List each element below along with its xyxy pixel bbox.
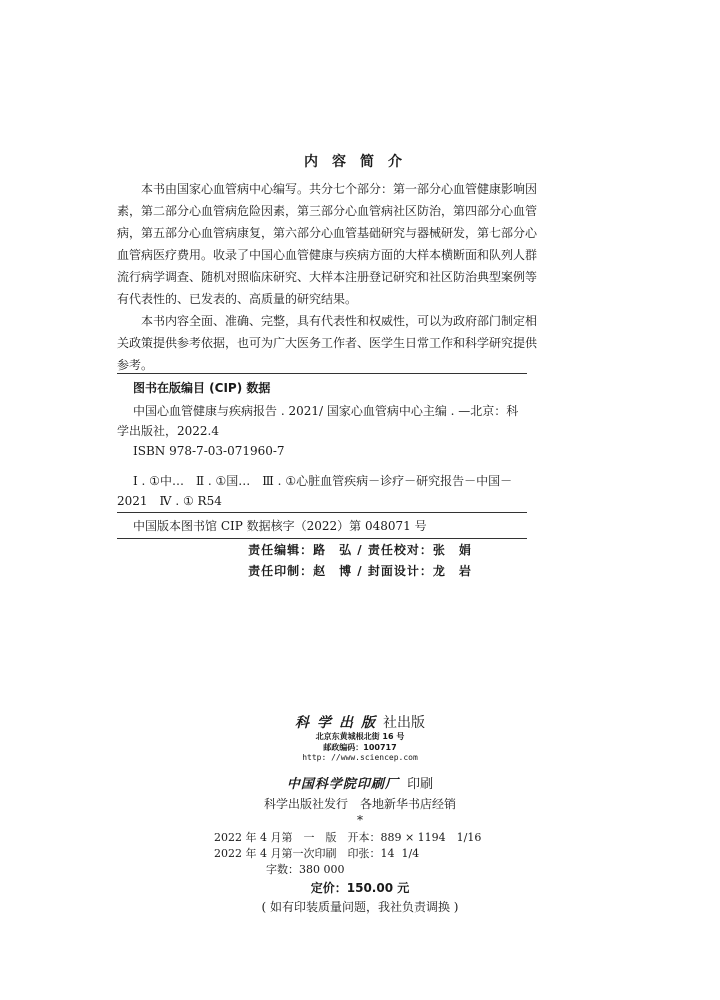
cip-core-number: 中国版本图书馆 CIP 数据核字（2022）第 048071 号 [133, 519, 427, 533]
printer-suffix: 印刷 [407, 777, 434, 792]
divider-bottom [117, 538, 527, 539]
quality-notice: ( 如有印装质量问题，我社负责调换 ) [261, 900, 459, 914]
divider-middle [117, 512, 527, 513]
price: 定价：150.00 元 [310, 881, 410, 895]
credits-editors: 责任编辑：路 弘 / 责任校对：张 娟 [248, 543, 472, 557]
publisher-url: http: //www.sciencep.com [302, 753, 418, 762]
publisher-address: 北京东黄城根北街 16 号 [315, 732, 405, 741]
separator-star: * [357, 813, 363, 827]
cip-isbn: ISBN 978-7-03-071960-7 [133, 444, 285, 458]
publisher-postcode: 邮政编码：100717 [323, 743, 397, 752]
publisher-logo-text: 科学出版 [295, 715, 383, 731]
cip-heading: 图书在版编目 (CIP) 数据 [133, 381, 271, 395]
printer-line [0, 773, 720, 792]
summary-paragraph-2: 本书内容全面、准确、完整，具有代表性和权威性，可以为政府部门制定相关政策提供参考依据，也可为广大医务工作者、医学生日常工作和科学研究提供参考。 [117, 314, 538, 372]
summary-paragraph-1: 本书由国家心血管病中心编写。共分七个部分：第一部分心血管健康影响因素，第二部分心血管病危险因素，第三部分心血管病社区防治，第四部分心血管病，第五部分心血管病康复，第六部分心血管基础研究与器械研发，第七部分心血管病医疗费用。收录了中国心血管健康与疾病方面的大样本横断面和队列人群流行病学调查、随机对照临床研究、大样本注册登记研究和社区防治典型案例等有代表性的、已发表的、高质量的研究结果。 [117, 182, 538, 306]
distribution-line: 科学出版社发行 各地新华书店经销 [263, 797, 456, 811]
edition-line-1: 2022 年 4 月第 一 版 开本：889 × 1194 1/16 [214, 831, 482, 844]
summary-title: 内容简介 [304, 154, 416, 170]
publisher-line [0, 712, 720, 732]
edition-line-2: 2022 年 4 月第一次印刷 印张：14 1/4 [214, 847, 420, 860]
summary-body [117, 178, 537, 376]
credits-production: 责任印制：赵 博 / 封面设计：龙 岩 [248, 564, 472, 578]
cip-classification: Ⅰ . ①中… Ⅱ . ①国… Ⅲ . ①心脏血管疾病－诊疗－研究报告－中国－2021 Ⅳ . ① R54 [117, 474, 513, 508]
divider-top [117, 373, 527, 374]
printer-logo-text: 中国科学院印刷厂 [286, 777, 399, 792]
publisher-suffix: 社出版 [383, 715, 425, 731]
cip-record: 中国心血管健康与疾病报告 . 2021/ 国家心血管病中心主编 . —北京：科学出版社，2022.4 [117, 404, 519, 438]
word-count: 字数：380 000 [266, 863, 345, 876]
